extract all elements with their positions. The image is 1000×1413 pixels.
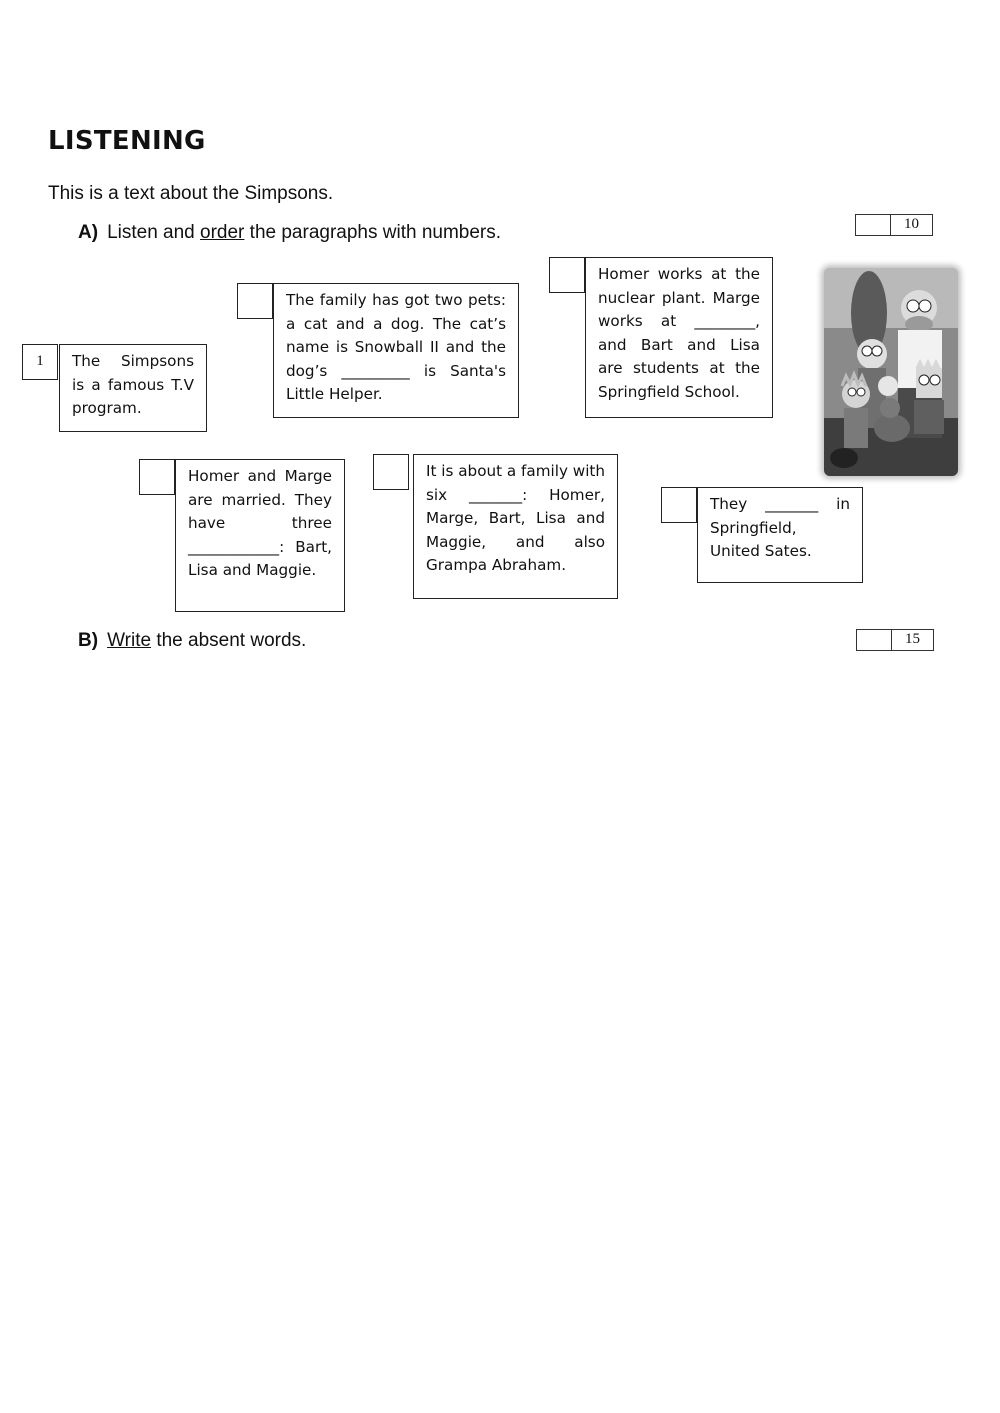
instruction-a-after: the paragraphs with numbers. bbox=[244, 222, 502, 243]
score-box-a-points: 10 bbox=[904, 216, 919, 232]
paragraph-work: Homer works at the nuclear plant. Marge works at ________, and Bart and Lisa are students at the Springfield School. bbox=[585, 257, 773, 418]
instruction-b bbox=[78, 630, 306, 652]
paragraph-family: It is about a family with six _______: Homer, Marge, Bart, Lisa and Maggie, and also Grampa Abraham. bbox=[413, 454, 618, 599]
score-box-a bbox=[855, 214, 933, 236]
paragraph-intro: The Simpsons is a famous T.V program. bbox=[59, 344, 207, 432]
page-title: LISTENING bbox=[48, 126, 206, 156]
instruction-b-letter: B) bbox=[78, 630, 99, 651]
instruction-a-letter: A) bbox=[78, 222, 99, 243]
instruction-a-keyword: order bbox=[200, 222, 245, 243]
number-box-live[interactable] bbox=[661, 487, 697, 523]
score-box-b bbox=[856, 629, 934, 651]
simpsons-family-photo bbox=[824, 268, 958, 476]
instruction-b-keyword: Write bbox=[107, 630, 152, 651]
paragraph-married: Homer and Marge are married. They have three ____________: Bart, Lisa and Maggie. bbox=[175, 459, 345, 612]
number-box-married[interactable] bbox=[139, 459, 175, 495]
number-box-family[interactable] bbox=[373, 454, 409, 490]
score-box-b-points: 15 bbox=[905, 631, 920, 647]
intro-text: This is a text about the Simpsons. bbox=[48, 183, 334, 204]
instruction-a-before: Listen and bbox=[107, 222, 201, 243]
number-box-pets[interactable] bbox=[237, 283, 273, 319]
paragraph-pets: The family has got two pets: a cat and a dog. The cat’s name is Snowball II and the dog’s _________ is Santa's Little Helper. bbox=[273, 283, 519, 418]
score-box-a-blank[interactable] bbox=[856, 215, 891, 235]
instruction-a bbox=[78, 222, 501, 244]
score-box-b-blank[interactable] bbox=[857, 630, 892, 650]
instruction-b-after: the absent words. bbox=[151, 630, 307, 651]
number-box-1: 1 bbox=[22, 344, 58, 380]
number-box-work[interactable] bbox=[549, 257, 585, 293]
paragraph-live: They _______ in Springfield, United Sates. bbox=[697, 487, 863, 583]
